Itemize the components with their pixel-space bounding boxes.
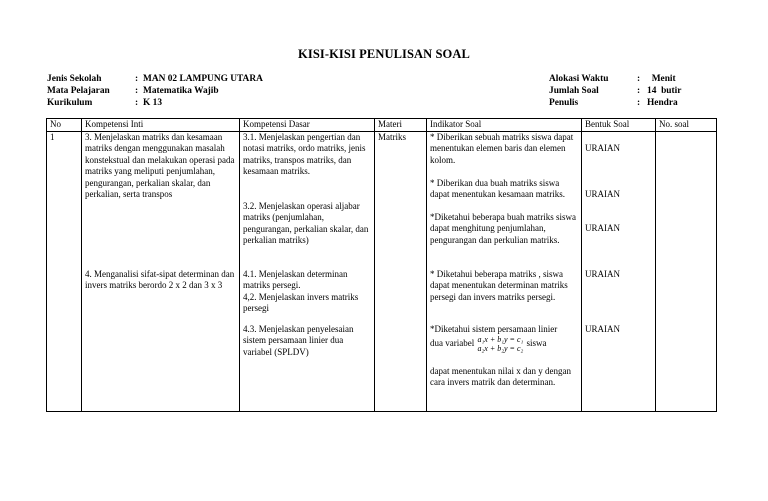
document-title: KISI-KISI PENULISAN SOAL	[298, 47, 470, 61]
indikator-5	[430, 324, 578, 354]
indikator-5-prefix: dua variabel	[430, 338, 475, 349]
cell-indikator-soal	[427, 131, 582, 411]
kd-item-4-3: 4.3. Menjelaskan penyelesaian sistem persamaan linier dua variabel (SPLDV)	[243, 323, 354, 357]
materi-value: Matriks	[378, 131, 406, 142]
meta-row-penulis	[549, 97, 681, 109]
kd-item-3-1: 3.1. Menjelaskan pengertian dan notasi matriks, ordo matriks, jenis matriks, transpos matriks, dan kesamaan matriks.	[243, 131, 366, 176]
col-header-kompetensi-dasar: Kompetensi Dasar	[240, 119, 375, 132]
kd-item-3-2: 3.2. Menjelaskan operasi aljabar matriks (penjumlahan, pengurangan, perkalian skalar, dan perkalian matriks)	[243, 200, 369, 245]
meta-row-kurikulum	[47, 97, 263, 109]
col-header-no-soal: No. soal	[656, 119, 717, 132]
cell-kompetensi-inti	[82, 131, 240, 411]
meta-colon: :	[135, 74, 139, 84]
meta-key: Penulis	[549, 98, 579, 108]
meta-right	[549, 73, 681, 109]
col-header-no: No	[47, 119, 82, 132]
cell-bentuk-soal	[582, 131, 656, 411]
bentuk-soal-3: URAIAN	[585, 222, 620, 233]
meta-value: Menit	[647, 74, 676, 84]
kisi-kisi-table	[46, 118, 717, 412]
cell-kompetensi-dasar	[240, 131, 375, 411]
bentuk-soal-5: URAIAN	[585, 323, 620, 334]
bentuk-soal-4: URAIAN	[585, 268, 620, 279]
indikator-2: * Diberikan dua buah matriks siswa dapat menentukan kesamaan matriks.	[430, 177, 565, 199]
col-header-kompetensi-inti: Kompetensi Inti	[82, 119, 240, 132]
col-header-materi: Materi	[375, 119, 427, 132]
indikator-5-line1: *Diketahui sistem persamaan linier	[430, 323, 558, 334]
bentuk-soal-2: URAIAN	[585, 188, 620, 199]
equation-line-1: a₁x + b₁y = c₁	[477, 335, 524, 344]
meta-key: Mata Pelajaran	[47, 86, 110, 96]
meta-left	[47, 73, 263, 109]
col-header-bentuk-soal: Bentuk Soal	[582, 119, 656, 132]
meta-row-mata-pelajaran	[47, 85, 263, 97]
row-number: 1	[50, 131, 55, 142]
meta-value: Hendra	[647, 98, 678, 108]
meta-key: Kurikulum	[47, 98, 93, 108]
table-row	[47, 131, 717, 411]
indikator-3: *Diketahui beberapa buah matriks siswa dapat menghitung penjumlahan, pengurangan dan perkulian matriks.	[430, 211, 576, 245]
cell-materi	[375, 131, 427, 411]
spldv-equation	[477, 335, 523, 353]
kd-item-4-1-4-2: 4.1. Menjelaskan determinan matriks persegi. 4,2. Menjelaskan invers matriks persegi	[243, 268, 359, 313]
indikator-1: * Diberikan sebuah matriks siswa dapat menentukan elemen baris dan elemen kolom.	[430, 131, 574, 165]
meta-row-jumlah-soal	[549, 85, 681, 97]
table-header-row	[47, 119, 717, 132]
ki-item-4: 4. Menganalisi sifat-sipat determinan dan invers matriks berordo 2 x 2 dan 3 x 3	[85, 268, 235, 290]
equation-line-2: a₂x + b₂y = c₂	[477, 344, 524, 353]
meta-colon: :	[135, 86, 139, 96]
meta-value: K 13	[143, 98, 163, 108]
meta-colon: :	[637, 86, 641, 96]
meta-row-alokasi-waktu	[549, 73, 681, 85]
meta-row-jenis-sekolah	[47, 73, 263, 85]
meta-key: Alokasi Waktu	[549, 74, 609, 84]
meta-key: Jumlah Soal	[549, 86, 599, 96]
meta-value: MAN 02 LAMPUNG UTARA	[143, 74, 263, 84]
indikator-5-suffix: siswa	[526, 338, 547, 349]
meta-value: 14 butir	[647, 86, 682, 96]
indikator-5-line2	[430, 335, 578, 353]
meta-colon: :	[637, 74, 641, 84]
meta-key: Jenis Sekolah	[47, 74, 102, 84]
cell-no-soal	[656, 131, 717, 411]
bentuk-soal-1: URAIAN	[585, 142, 620, 153]
ki-item-3: 3. Menjelaskan matriks dan kesamaan matriks dengan menggunakan masalah konstekstual dan melakukan operasi pada matriks yang meliputi penjumlahan, pengurangan, perkalian skalar, dan perkalian, serta transpos	[85, 131, 235, 199]
col-header-indikator-soal: Indikator Soal	[427, 119, 582, 132]
indikator-4: * Diketahui beberapa matriks , siswa dapat menentukan determinan matriks persegi dan invers matriks persegi.	[430, 268, 568, 302]
meta-value: Matematika Wajib	[143, 86, 219, 96]
indikator-6: dapat menentukan nilai x dan y dengan cara invers matrik dan determinan.	[430, 365, 571, 387]
meta-colon: :	[637, 98, 641, 108]
meta-colon: :	[135, 98, 139, 108]
cell-no	[47, 131, 82, 411]
